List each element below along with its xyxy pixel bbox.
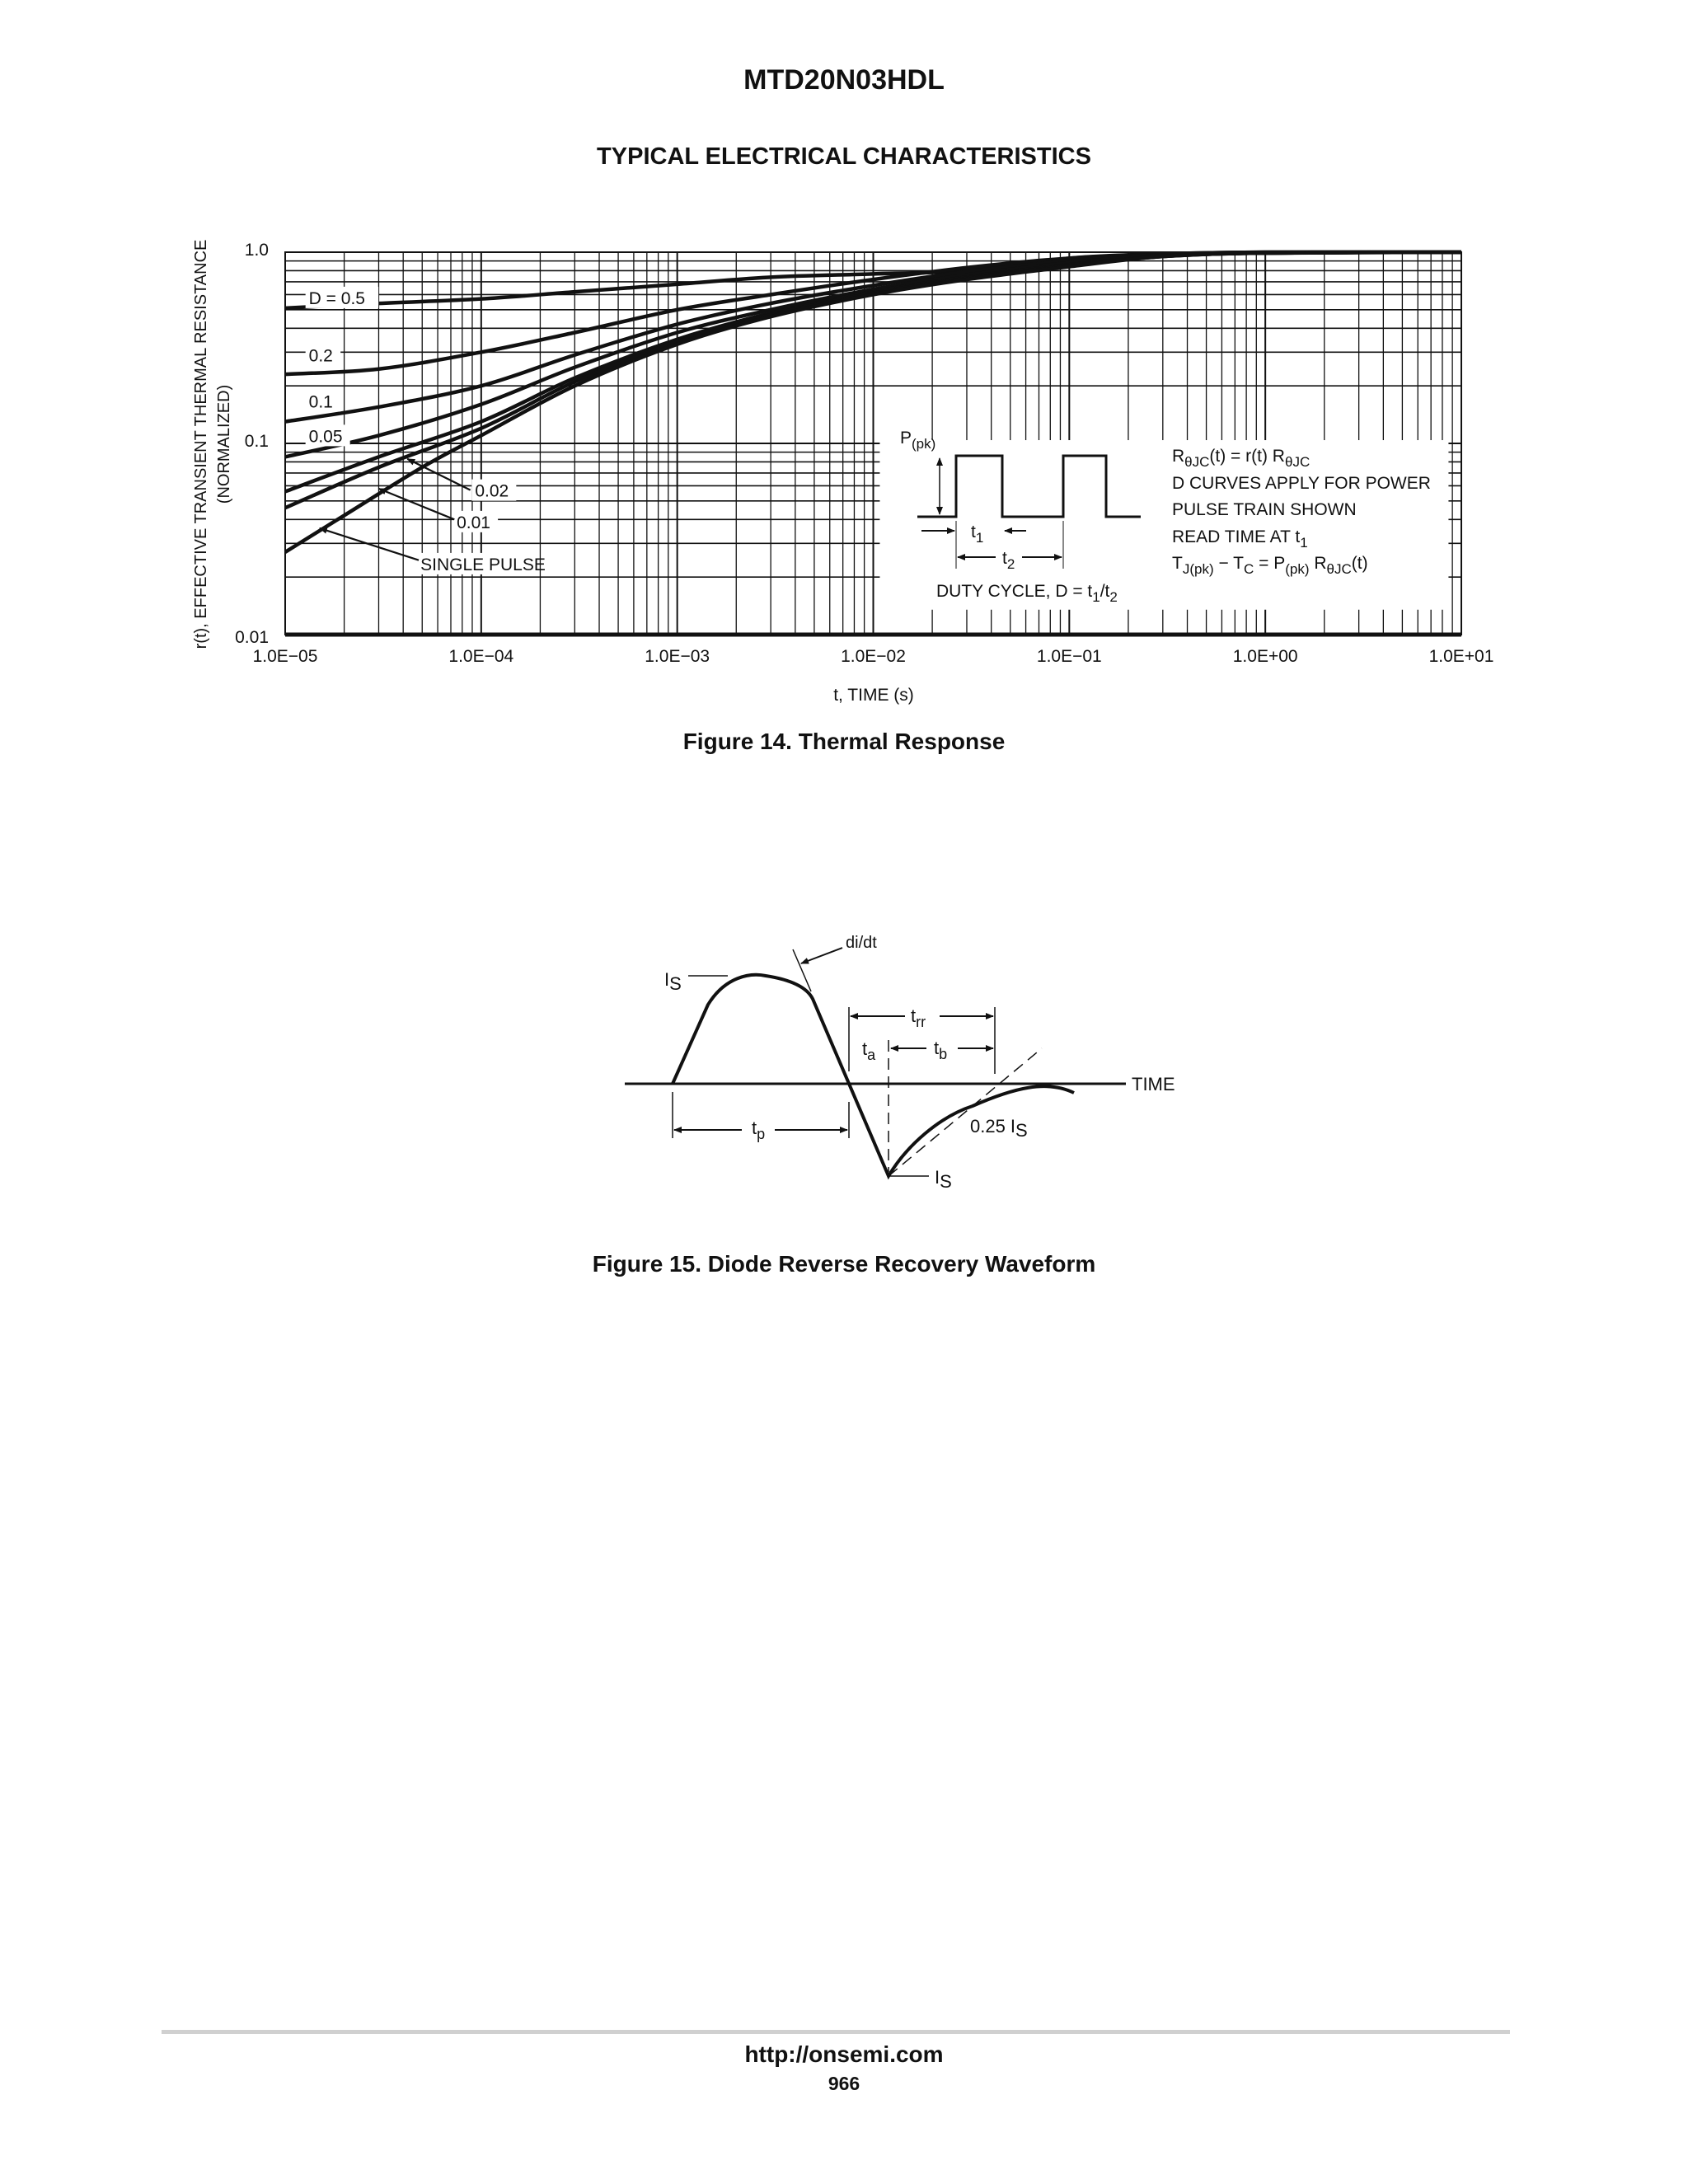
note-rjc: $R_{\theta JC}(t) = r(t)$ $R_{\theta JC}$ — [1172, 447, 1311, 470]
current-waveform — [673, 975, 1074, 1176]
figure-14-caption: Figure 14. Thermal Response — [682, 729, 1006, 754]
curve-label: 0.05 — [308, 427, 343, 447]
x-tick-label: 1.0E−01 — [1036, 647, 1102, 666]
curve-label-arrow — [378, 489, 454, 519]
note-pulse-train: PULSE TRAIN SHOWN — [1172, 500, 1357, 519]
footer-url-link[interactable]: http://onsemi.com — [744, 2041, 944, 2067]
x-tick-label: 1.0E−02 — [841, 647, 906, 666]
is-reverse-label: IS — [935, 1167, 952, 1192]
y-axis-label: r(t), EFFECTIVE TRANSIENT THERMAL RESISTANCE — [192, 239, 210, 649]
page-number: 966 — [828, 2073, 860, 2094]
x-tick-label: 1.0E−04 — [448, 647, 514, 666]
ppk-label: $P_{(pk)}$ — [900, 429, 936, 452]
footer-divider — [162, 2030, 1510, 2034]
curve-label: SINGLE PULSE — [420, 555, 546, 574]
curve-label: 0.1 — [308, 392, 333, 412]
y-tick-label: 0.1 — [244, 432, 269, 451]
tp-label: $t_p$ — [752, 1118, 766, 1142]
ta-label: $t_a$ — [862, 1038, 876, 1063]
diode-recovery-waveform — [625, 934, 1175, 1192]
curve-label: 0.02 — [475, 481, 509, 501]
x-axis-label: t, TIME (s) — [833, 686, 914, 705]
tb-label: $t_b$ — [934, 1038, 948, 1062]
time-axis-label: TIME — [1132, 1074, 1175, 1094]
curve-label: 0.2 — [308, 346, 333, 366]
quarter-is-label: 0.25 IS — [970, 1116, 1028, 1141]
t2-label: $t_2$ — [1002, 549, 1015, 572]
note-d-curves: D CURVES APPLY FOR POWER — [1172, 474, 1431, 493]
x-tick-label: 1.0E+01 — [1428, 647, 1494, 666]
curve-label: D = 0.5 — [308, 288, 365, 308]
x-tick-label: 1.0E−03 — [645, 647, 710, 666]
figure-15-caption: Figure 15. Diode Reverse Recovery Waveform — [592, 1251, 1096, 1277]
y-tick-label: 1.0 — [244, 241, 269, 260]
x-tick-label: 1.0E−05 — [252, 647, 318, 666]
section-title: TYPICAL ELECTRICAL CHARACTERISTICS — [597, 143, 1091, 170]
note-tj-formula: $T_{J(pk)} - T_C = P_{(pk)}$ $R_{\theta JC}(t)$ — [1172, 554, 1368, 577]
curve-label: 0.01 — [457, 513, 490, 532]
y-axis-label-normalized: (NORMALIZED) — [215, 384, 233, 504]
curve-labels — [306, 287, 546, 574]
didt-label: di/dt — [846, 934, 877, 952]
t1-label: $t_1$ — [971, 523, 984, 546]
trr-label: $t_{rr}$ — [911, 1005, 926, 1030]
curve-label-arrow — [320, 528, 419, 560]
duty-cycle-formula: DUTY CYCLE, $D = t_1/t_2$ — [936, 582, 1118, 605]
x-tick-label: 1.0E+00 — [1232, 647, 1298, 666]
recovery-slope-line — [889, 1048, 1042, 1176]
y-tick-label: 0.01 — [235, 628, 269, 647]
note-read-time: READ TIME AT $t_1$ — [1172, 527, 1308, 551]
document-title: MTD20N03HDL — [743, 64, 945, 96]
is-peak-label: IS — [664, 969, 682, 994]
